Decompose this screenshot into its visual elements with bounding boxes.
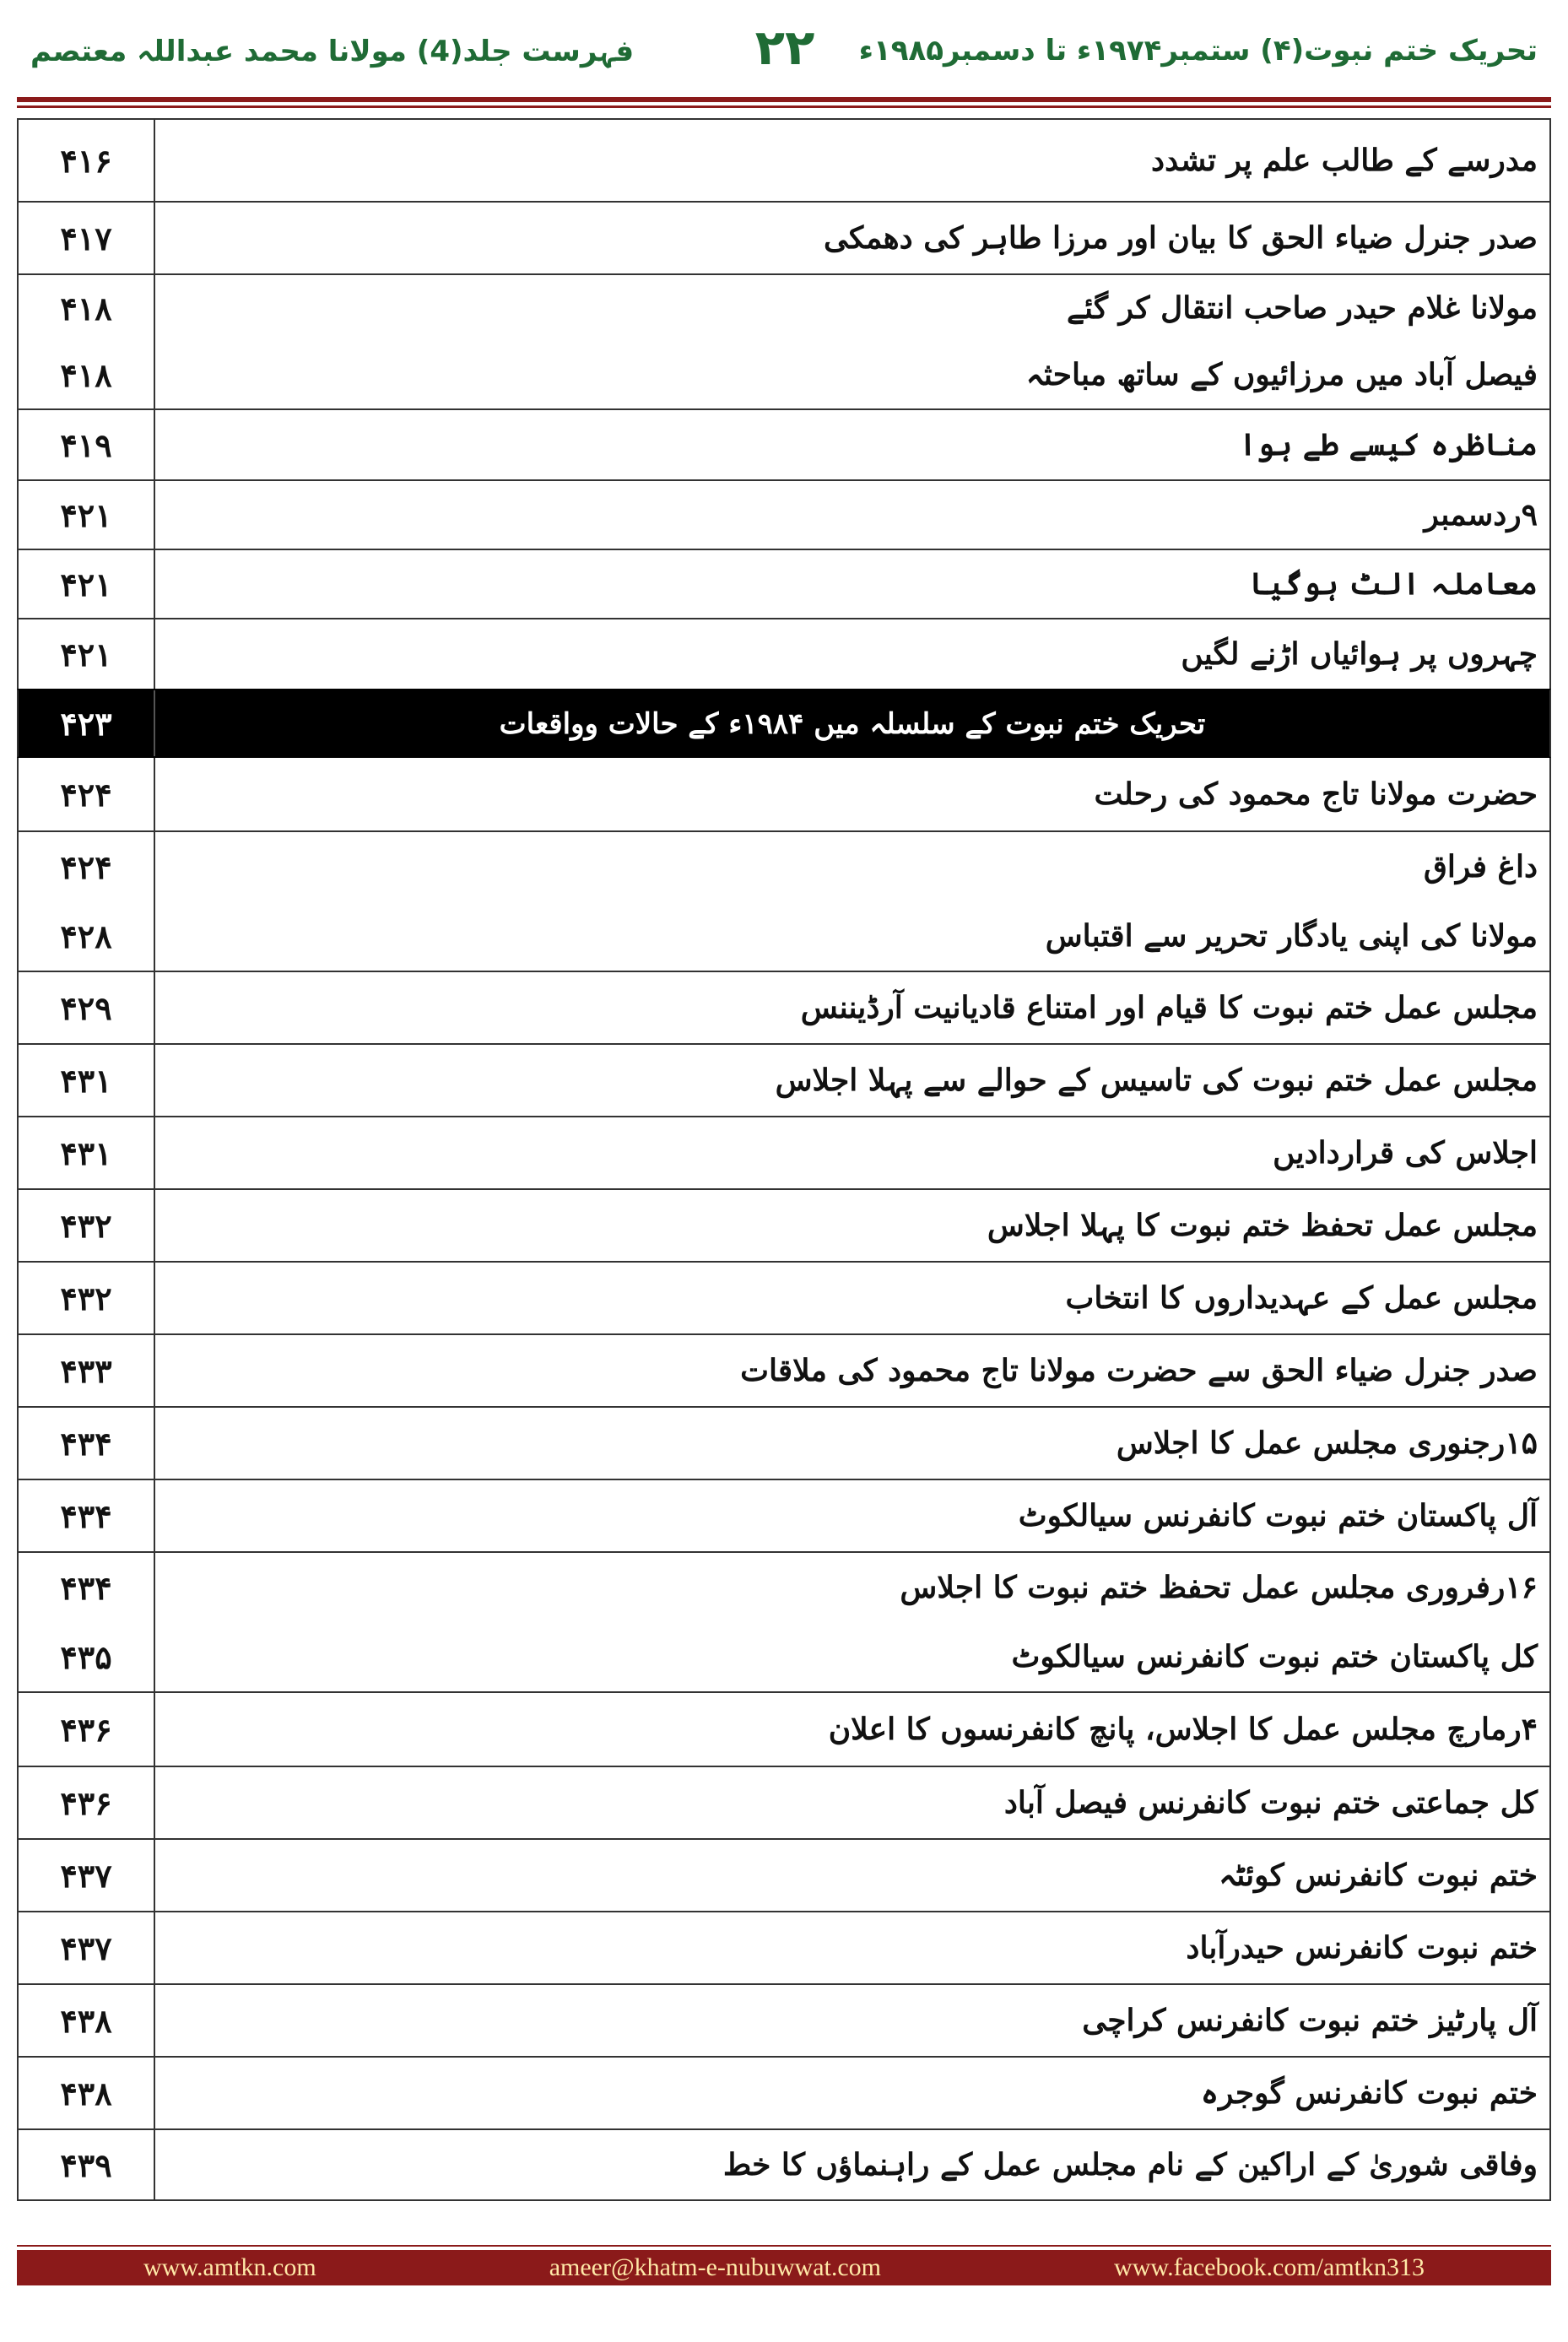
- toc-row: [17, 1406, 1551, 1479]
- toc-row: [17, 2128, 1551, 2201]
- toc-title: ۹ردسمبر: [1424, 497, 1538, 533]
- toc-row: [17, 1261, 1551, 1333]
- toc-row: [17, 408, 1551, 479]
- toc-title: مجلس عمل ختم نبوت کی تاسیس کے حوالے سے پہلا اجلاس: [775, 1063, 1538, 1098]
- page-number: ۲۲: [754, 19, 815, 76]
- toc-row: [17, 1766, 1551, 1838]
- toc-title: اجلاس کی قراردادیں: [1273, 1135, 1538, 1171]
- toc-row: [17, 618, 1551, 689]
- toc-row: [17, 830, 1551, 901]
- toc-title: فیصل آباد میں مرزائیوں کے ساتھ مباحثہ: [1025, 357, 1538, 392]
- toc-page: ۴۳۷: [19, 1840, 155, 1911]
- toc-title: مجلس عمل تحفظ ختم نبوت کا پہلا اجلاس: [987, 1208, 1538, 1243]
- toc-page: ۴۳۷: [19, 1912, 155, 1983]
- toc-row: [17, 1691, 1551, 1766]
- toc-title: آل پاکستان ختم نبوت کانفرنس سیالکوٹ: [1018, 1498, 1538, 1533]
- toc-page: ۴۱۹: [19, 410, 155, 479]
- toc-title: کل جماعتی ختم نبوت کانفرنس فیصل آباد: [1003, 1785, 1538, 1820]
- header-volume-author: فہرست جلد(4) مولانا محمد عبداللہ معتصم: [30, 35, 635, 68]
- toc-row: [17, 1911, 1551, 1983]
- toc-title: آل پارٹیز ختم نبوت کانفرنس کراچی: [1082, 2003, 1538, 2038]
- toc-page: ۴۳۳: [19, 1335, 155, 1406]
- toc-page: ۴۳۴: [19, 1553, 155, 1622]
- section-page: ۴۲۳: [19, 690, 155, 756]
- toc-row: [17, 2056, 1551, 2128]
- table-of-contents: [17, 118, 1551, 2201]
- toc-page: ۴۲۱: [19, 550, 155, 618]
- toc-row: [17, 1551, 1551, 1622]
- section-title: تحریک ختم نبوت کے سلسلہ میں ۱۹۸۴ء کے حالات وواقعات: [499, 706, 1206, 741]
- toc-title: ۱۵رجنوری مجلس عمل کا اجلاس: [1116, 1425, 1538, 1461]
- toc-page: ۴۳۲: [19, 1190, 155, 1261]
- header-rule-thin: [17, 105, 1551, 108]
- page-header: [0, 0, 1568, 101]
- toc-page: ۴۱۸: [19, 275, 155, 341]
- toc-page: ۴۲۴: [19, 758, 155, 830]
- toc-row: [17, 1983, 1551, 2056]
- toc-title: معاملہ الٹ ہوگیا: [1249, 566, 1538, 602]
- toc-row: [17, 1188, 1551, 1261]
- toc-title: ختم نبوت کانفرنس گوجرہ: [1200, 2075, 1538, 2111]
- toc-row: [17, 341, 1551, 408]
- toc-title: ۱۶رفروری مجلس عمل تحفظ ختم نبوت کا اجلاس: [900, 1570, 1538, 1605]
- toc-title: صدر جنرل ضیاء الحق کا بیان اور مرزا طاہر کی دھمکی: [823, 220, 1538, 256]
- toc-title: کل پاکستان ختم نبوت کانفرنس سیالکوٹ: [1011, 1639, 1538, 1674]
- email-link[interactable]: ameer@khatm-e-nubuwwat.com: [549, 2253, 882, 2281]
- toc-row: [17, 273, 1551, 341]
- toc-title: چہروں پر ہوائیاں اڑنے لگیں: [1181, 636, 1538, 672]
- toc-page: ۴۱۸: [19, 341, 155, 408]
- toc-page: ۴۳۹: [19, 2130, 155, 2199]
- toc-page: ۴۲۱: [19, 481, 155, 549]
- toc-title: ختم نبوت کانفرنس کوئٹہ: [1219, 1858, 1538, 1893]
- toc-row: [17, 118, 1551, 201]
- toc-row: [17, 1333, 1551, 1406]
- toc-row: [17, 901, 1551, 971]
- toc-title: داغ فراق: [1423, 849, 1538, 884]
- toc-page: ۴۳۶: [19, 1767, 155, 1838]
- toc-page: ۴۳۶: [19, 1693, 155, 1766]
- toc-page: ۴۳۸: [19, 2058, 155, 2128]
- toc-page: ۴۳۵: [19, 1622, 155, 1691]
- toc-page: ۴۲۴: [19, 832, 155, 901]
- toc-page: ۴۲۸: [19, 901, 155, 971]
- toc-page: ۴۲۹: [19, 972, 155, 1043]
- section-heading-row: [17, 689, 1551, 758]
- toc-page: ۴۳۱: [19, 1117, 155, 1188]
- toc-page: ۴۳۴: [19, 1408, 155, 1479]
- page-footer: [17, 2250, 1551, 2285]
- toc-title: مناظرہ کیسے طے ہوا: [1238, 427, 1538, 462]
- facebook-link[interactable]: www.facebook.com/amtkn313: [1114, 2253, 1425, 2281]
- toc-title: صدر جنرل ضیاء الحق سے حضرت مولانا تاج محمود کی ملاقات: [740, 1353, 1538, 1388]
- toc-row: [17, 549, 1551, 618]
- toc-row: [17, 1622, 1551, 1691]
- toc-row: [17, 479, 1551, 549]
- toc-title: ختم نبوت کانفرنس حیدرآباد: [1186, 1930, 1538, 1966]
- toc-page: ۴۳۴: [19, 1480, 155, 1551]
- footer-rule: [17, 2245, 1551, 2247]
- toc-page: ۴۲۱: [19, 619, 155, 689]
- toc-row: [17, 201, 1551, 273]
- toc-title: مولانا کی اپنی یادگار تحریر سے اقتباس: [1045, 918, 1538, 954]
- toc-title: وفاقی شوریٰ کے اراکین کے نام مجلس عمل کے راہنماؤں کا خط: [722, 2147, 1538, 2182]
- toc-title: حضرت مولانا تاج محمود کی رحلت: [1094, 776, 1538, 812]
- toc-row: [17, 1838, 1551, 1911]
- toc-page: ۴۳۲: [19, 1263, 155, 1333]
- toc-row: [17, 1043, 1551, 1116]
- toc-row: [17, 1116, 1551, 1188]
- toc-title: مدرسے کے طالب علم پر تشدد: [1151, 143, 1538, 178]
- website-link[interactable]: www.amtkn.com: [143, 2253, 316, 2281]
- toc-page: ۴۱۶: [19, 120, 155, 201]
- toc-title: مولانا غلام حیدر صاحب انتقال کر گئے: [1066, 290, 1538, 326]
- toc-page: ۴۳۸: [19, 1985, 155, 2056]
- header-rule: [17, 97, 1551, 102]
- toc-title: مجلس عمل کے عہدیداروں کا انتخاب: [1065, 1280, 1538, 1316]
- toc-row: [17, 1479, 1551, 1551]
- toc-row: [17, 758, 1551, 830]
- toc-row: [17, 971, 1551, 1043]
- header-book-title: تحریک ختم نبوت(۴) ستمبر۱۹۷۴ء تا دسمبر۱۹۸۵ء: [858, 34, 1538, 68]
- toc-title: ۴رمارچ مجلس عمل کا اجلاس، پانچ کانفرنسوں کا اعلان: [828, 1712, 1538, 1747]
- toc-page: ۴۱۷: [19, 203, 155, 273]
- toc-page: ۴۳۱: [19, 1045, 155, 1116]
- toc-title: مجلس عمل ختم نبوت کا قیام اور امتناع قادیانیت آرڈیننس: [800, 990, 1538, 1025]
